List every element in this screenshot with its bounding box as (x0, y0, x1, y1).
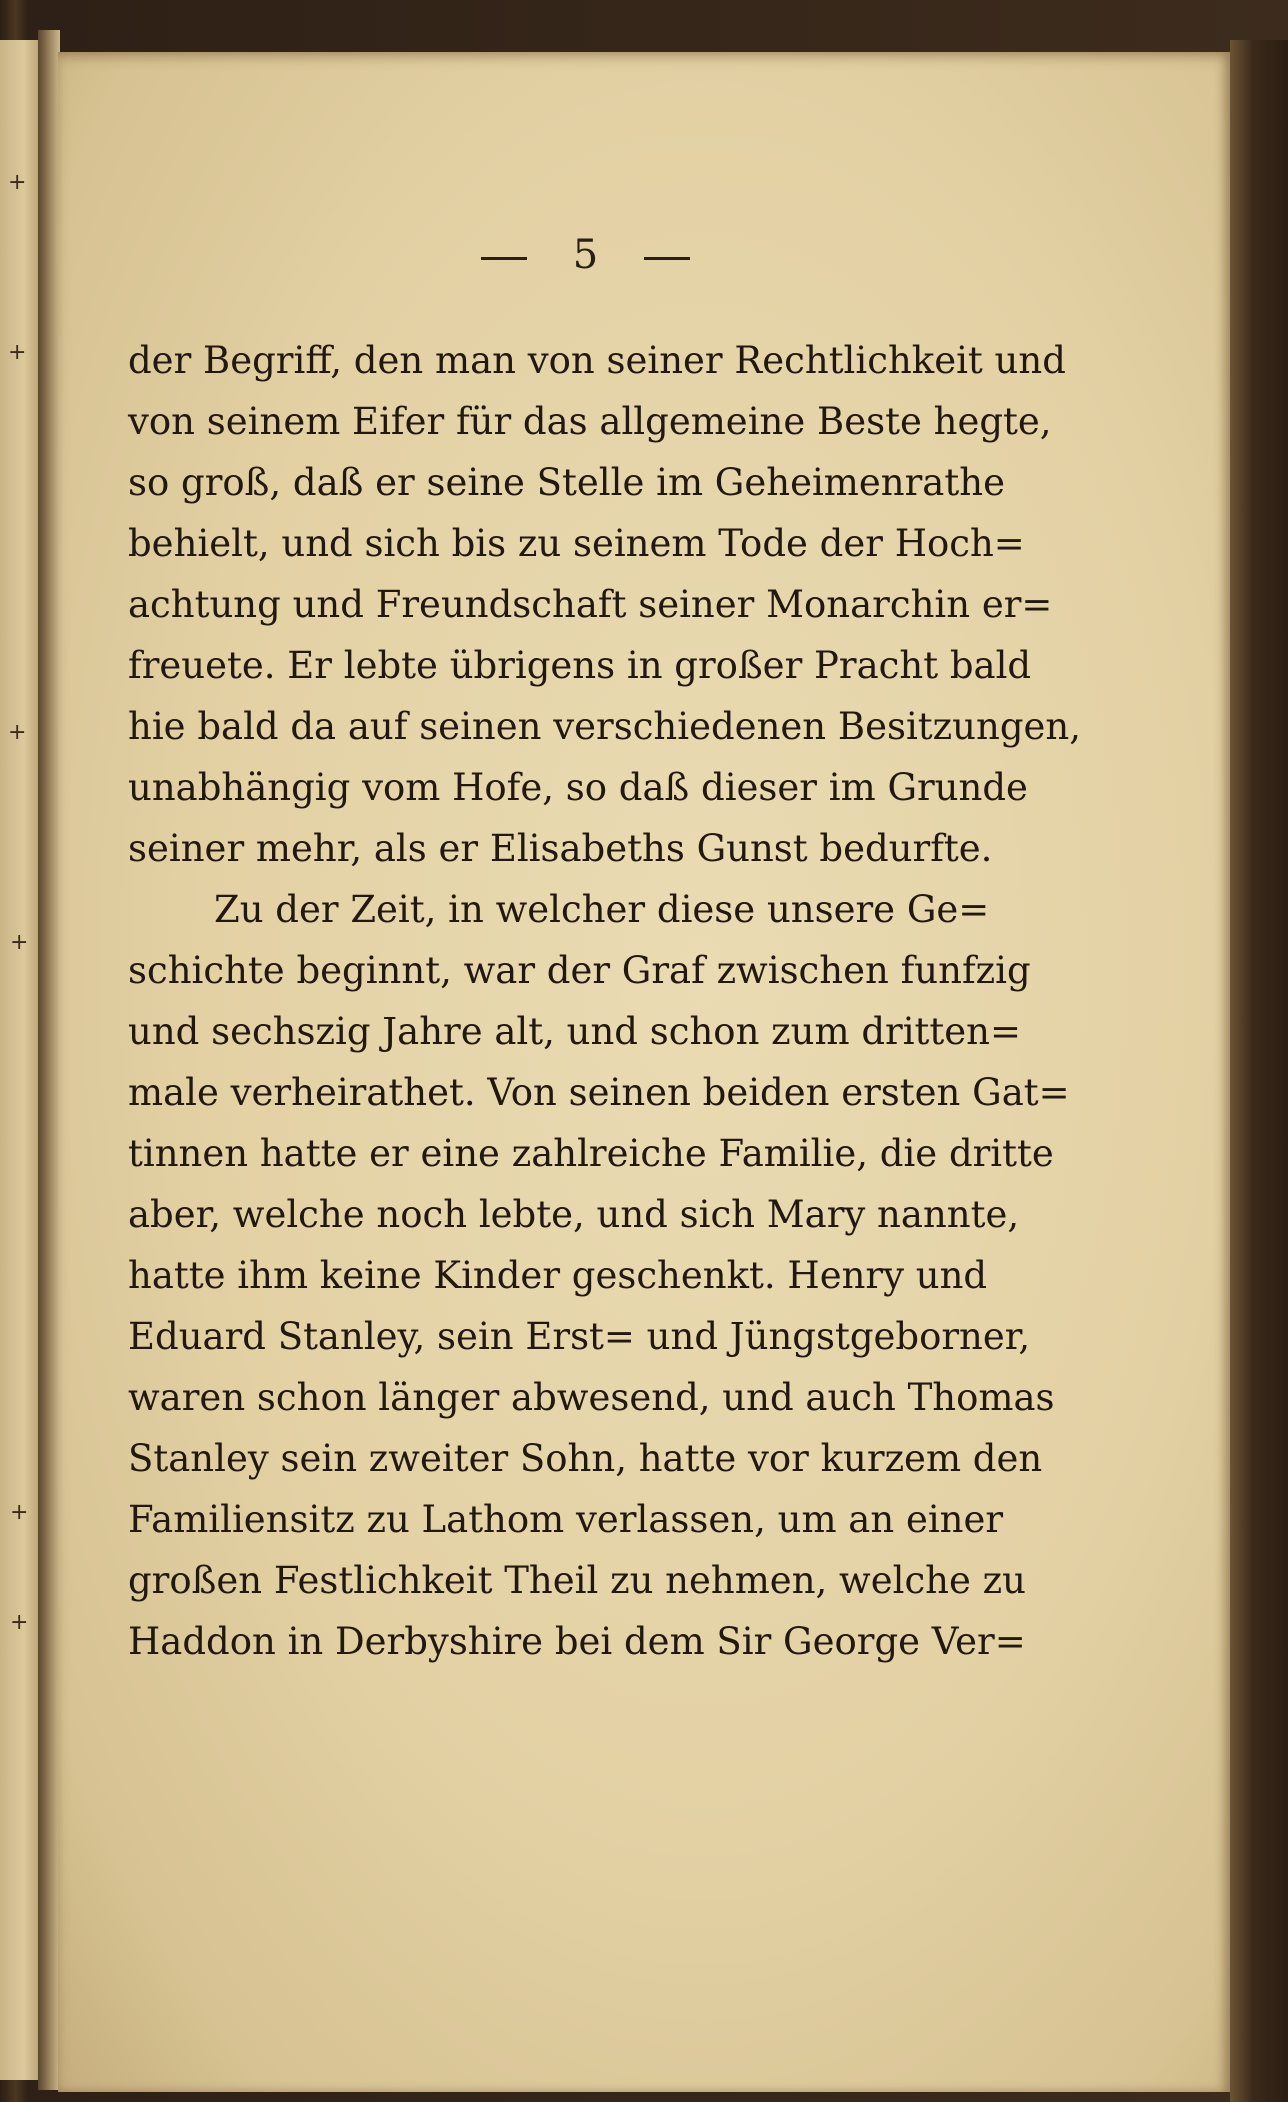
text-line: Stanley sein zweiter Sohn, hatte vor kurzem den (128, 1437, 1043, 1480)
page-number: 5 (572, 232, 599, 278)
text-line: großen Festlichkeit Theil zu nehmen, welche zu (128, 1559, 1026, 1602)
facing-page-mark: + (8, 720, 27, 745)
facing-page-mark: + (8, 340, 27, 365)
facing-page-mark: + (8, 170, 27, 195)
facing-page-mark: + (10, 1500, 29, 1525)
text-line: achtung und Freundschaft seiner Monarchin er= (128, 583, 1053, 626)
text-line: behielt, und sich bis zu seinem Tode der Hoch= (128, 522, 1025, 565)
header-dash-left (481, 257, 527, 260)
text-line: seiner mehr, als er Elisabeths Gunst bedurfte. (128, 827, 993, 870)
text-line: so groß, daß er seine Stelle im Geheimenrathe (128, 461, 1005, 504)
text-line: aber, welche noch lebte, und sich Mary nannte, (128, 1193, 1020, 1236)
text-line: der Begriff, den man von seiner Rechtlichkeit und (128, 339, 1066, 382)
text-line: waren schon länger abwesend, und auch Thomas (128, 1376, 1055, 1419)
text-line: hie bald da auf seinen verschiedenen Besitzungen, (128, 705, 1081, 748)
text-line: hatte ihm keine Kinder geschenkt. Henry und (128, 1254, 988, 1297)
text-line: Zu der Zeit, in welcher diese unsere Ge= (214, 888, 990, 931)
text-line: freuete. Er lebte übrigens in großer Pracht bald (128, 644, 1032, 687)
text-line: von seinem Eifer für das allgemeine Beste hegte, (128, 400, 1052, 443)
header-dash-right (644, 257, 690, 260)
page-header (58, 232, 1113, 278)
facing-page-mark: + (10, 1610, 29, 1635)
book-gutter (38, 30, 60, 2090)
text-line: male verheirathet. Von seinen beiden ersten Gat= (128, 1071, 1070, 1114)
text-line: Eduard Stanley, sein Erst= und Jüngstgeborner, (128, 1315, 1031, 1358)
text-line: unabhängig vom Hofe, so daß dieser im Grunde (128, 766, 1028, 809)
body-text (128, 330, 1081, 1672)
text-line: schichte beginnt, war der Graf zwischen funfzig (128, 949, 1031, 992)
text-line: tinnen hatte er eine zahlreiche Familie, die dritte (128, 1132, 1054, 1175)
text-line: und sechszig Jahre alt, und schon zum dritten= (128, 1010, 1022, 1053)
facing-page-mark: + (10, 930, 29, 955)
text-line: Haddon in Derbyshire bei dem Sir George Ver= (128, 1620, 1026, 1663)
text-line: Familiensitz zu Lathom verlassen, um an einer (128, 1498, 1004, 1541)
book-cover-edge (1230, 40, 1288, 2102)
